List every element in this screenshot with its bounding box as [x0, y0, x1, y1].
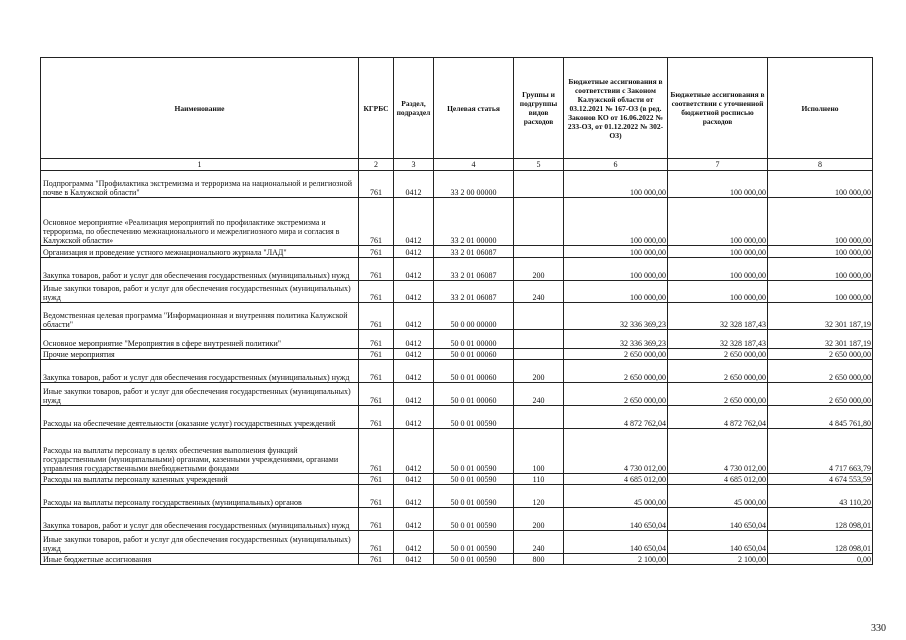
table-row [41, 531, 873, 554]
table-row [41, 303, 873, 330]
table-row [41, 383, 873, 406]
table-row [41, 198, 873, 246]
row-group: 100 [514, 429, 564, 474]
row-name: Расходы на выплаты персоналу в целях обеспечения выполнения функций государственными (муниципальными) органами, казенными учреждениями, органами управления государственными внебюджетными фондами [41, 429, 359, 474]
header-groups: Группы и подгруппы видов расходов [514, 58, 564, 159]
row-refined: 2 100,00 [668, 554, 768, 565]
row-section: 0412 [394, 198, 434, 246]
row-budget: 100 000,00 [564, 281, 668, 303]
table-row [41, 349, 873, 360]
row-section: 0412 [394, 554, 434, 565]
row-target: 50 0 01 00000 [434, 330, 514, 349]
row-group: 110 [514, 474, 564, 485]
row-kgrbs: 761 [359, 429, 394, 474]
row-target: 33 2 01 06087 [434, 258, 514, 281]
row-budget: 2 100,00 [564, 554, 668, 565]
table-row [41, 474, 873, 485]
table-row [41, 554, 873, 565]
table-row [41, 246, 873, 258]
row-kgrbs: 761 [359, 554, 394, 565]
row-refined: 100 000,00 [668, 281, 768, 303]
row-executed: 4 845 761,80 [768, 406, 873, 429]
row-executed: 100 000,00 [768, 198, 873, 246]
row-refined: 45 000,00 [668, 485, 768, 508]
row-name: Прочие мероприятия [41, 349, 359, 360]
header-executed: Исполнено [768, 58, 873, 159]
column-number: 4 [434, 159, 514, 171]
header-section: Раздел, подраздел [394, 58, 434, 159]
row-executed: 128 098,01 [768, 531, 873, 554]
row-target: 33 2 01 00000 [434, 198, 514, 246]
table-row [41, 485, 873, 508]
row-name: Иные закупки товаров, работ и услуг для обеспечения государственных (муниципальных) нужд [41, 383, 359, 406]
row-executed: 100 000,00 [768, 246, 873, 258]
row-kgrbs: 761 [359, 349, 394, 360]
row-executed: 100 000,00 [768, 281, 873, 303]
row-target: 50 0 01 00060 [434, 349, 514, 360]
column-number: 3 [394, 159, 434, 171]
header-target: Целевая статья [434, 58, 514, 159]
row-name: Основное мероприятие "Мероприятия в сфере внутренней политики" [41, 330, 359, 349]
row-budget: 32 336 369,23 [564, 303, 668, 330]
row-refined: 32 328 187,43 [668, 330, 768, 349]
row-section: 0412 [394, 531, 434, 554]
row-executed: 100 000,00 [768, 258, 873, 281]
column-number: 8 [768, 159, 873, 171]
row-name: Закупка товаров, работ и услуг для обеспечения государственных (муниципальных) нужд [41, 258, 359, 281]
row-budget: 2 650 000,00 [564, 349, 668, 360]
row-kgrbs: 761 [359, 406, 394, 429]
row-section: 0412 [394, 383, 434, 406]
row-target: 50 0 01 00590 [434, 531, 514, 554]
row-section: 0412 [394, 171, 434, 198]
table-row [41, 508, 873, 531]
row-group [514, 349, 564, 360]
row-name: Закупка товаров, работ и услуг для обеспечения государственных (муниципальных) нужд [41, 508, 359, 531]
row-budget: 2 650 000,00 [564, 360, 668, 383]
row-refined: 32 328 187,43 [668, 303, 768, 330]
row-budget: 100 000,00 [564, 171, 668, 198]
row-kgrbs: 761 [359, 330, 394, 349]
row-refined: 4 685 012,00 [668, 474, 768, 485]
table-row [41, 330, 873, 349]
header-budget: Бюджетные ассигнования в соответствии с Законом Калужской области от 03.12.2021 № 167-ОЗ (в ред. Законов КО от 16.06.2022 № 233-ОЗ, от 01.12.2022 № 302-ОЗ) [564, 58, 668, 159]
column-number: 2 [359, 159, 394, 171]
row-kgrbs: 761 [359, 383, 394, 406]
row-target: 50 0 01 00590 [434, 508, 514, 531]
row-refined: 100 000,00 [668, 258, 768, 281]
row-target: 33 2 01 06087 [434, 281, 514, 303]
row-budget: 4 685 012,00 [564, 474, 668, 485]
row-refined: 140 650,04 [668, 531, 768, 554]
row-group [514, 198, 564, 246]
row-name: Иные закупки товаров, работ и услуг для обеспечения государственных (муниципальных) нужд [41, 531, 359, 554]
row-budget: 100 000,00 [564, 258, 668, 281]
table-row [41, 281, 873, 303]
table-row [41, 171, 873, 198]
row-section: 0412 [394, 360, 434, 383]
row-section: 0412 [394, 485, 434, 508]
row-section: 0412 [394, 474, 434, 485]
row-group: 240 [514, 531, 564, 554]
row-executed: 128 098,01 [768, 508, 873, 531]
row-section: 0412 [394, 349, 434, 360]
row-kgrbs: 761 [359, 485, 394, 508]
row-refined: 100 000,00 [668, 171, 768, 198]
row-group: 200 [514, 258, 564, 281]
page-number: 330 [871, 623, 886, 634]
row-group [514, 303, 564, 330]
row-executed: 4 674 553,59 [768, 474, 873, 485]
row-refined: 4 730 012,00 [668, 429, 768, 474]
row-name: Организация и проведение устного межнационального журнала "ЛАД" [41, 246, 359, 258]
row-kgrbs: 761 [359, 198, 394, 246]
row-kgrbs: 761 [359, 281, 394, 303]
row-executed: 2 650 000,00 [768, 349, 873, 360]
row-section: 0412 [394, 508, 434, 531]
row-section: 0412 [394, 258, 434, 281]
row-budget: 45 000,00 [564, 485, 668, 508]
row-budget: 2 650 000,00 [564, 383, 668, 406]
row-target: 33 2 00 00000 [434, 171, 514, 198]
column-number-row [41, 159, 873, 171]
row-group [514, 330, 564, 349]
row-name: Расходы на выплаты персоналу казенных учреждений [41, 474, 359, 485]
budget-table [40, 57, 873, 565]
row-refined: 4 872 762,04 [668, 406, 768, 429]
header-name: Наименование [41, 58, 359, 159]
column-number: 5 [514, 159, 564, 171]
row-refined: 2 650 000,00 [668, 360, 768, 383]
row-section: 0412 [394, 281, 434, 303]
row-budget: 100 000,00 [564, 246, 668, 258]
row-group: 240 [514, 383, 564, 406]
row-executed: 100 000,00 [768, 171, 873, 198]
table-row [41, 360, 873, 383]
row-budget: 4 730 012,00 [564, 429, 668, 474]
row-section: 0412 [394, 330, 434, 349]
row-budget: 100 000,00 [564, 198, 668, 246]
column-number: 7 [668, 159, 768, 171]
row-kgrbs: 761 [359, 360, 394, 383]
row-group: 800 [514, 554, 564, 565]
header-kgrbs: КГРБС [359, 58, 394, 159]
row-refined: 2 650 000,00 [668, 349, 768, 360]
row-group: 120 [514, 485, 564, 508]
row-target: 50 0 01 00590 [434, 406, 514, 429]
row-executed: 2 650 000,00 [768, 360, 873, 383]
row-name: Иные бюджетные ассигнования [41, 554, 359, 565]
row-name: Закупка товаров, работ и услуг для обеспечения государственных (муниципальных) нужд [41, 360, 359, 383]
row-target: 50 0 01 00590 [434, 474, 514, 485]
row-refined: 100 000,00 [668, 198, 768, 246]
row-target: 50 0 01 00060 [434, 360, 514, 383]
row-target: 50 0 01 00590 [434, 485, 514, 508]
row-kgrbs: 761 [359, 303, 394, 330]
header-row [41, 58, 873, 159]
row-target: 50 0 00 00000 [434, 303, 514, 330]
row-budget: 32 336 369,23 [564, 330, 668, 349]
row-executed: 0,00 [768, 554, 873, 565]
row-group [514, 406, 564, 429]
row-name: Ведомственная целевая программа "Информационная и внутренняя политика Калужской области" [41, 303, 359, 330]
row-kgrbs: 761 [359, 531, 394, 554]
row-kgrbs: 761 [359, 474, 394, 485]
row-group [514, 171, 564, 198]
column-number: 1 [41, 159, 359, 171]
header-refined: Бюджетные ассигнования в соответствии с уточненной бюджетной росписью расходов [668, 58, 768, 159]
row-name: Расходы на выплаты персоналу государственных (муниципальных) органов [41, 485, 359, 508]
row-executed: 2 650 000,00 [768, 383, 873, 406]
row-kgrbs: 761 [359, 246, 394, 258]
row-name: Иные закупки товаров, работ и услуг для обеспечения государственных (муниципальных) нужд [41, 281, 359, 303]
row-group: 240 [514, 281, 564, 303]
column-number: 6 [564, 159, 668, 171]
row-group: 200 [514, 360, 564, 383]
row-kgrbs: 761 [359, 171, 394, 198]
row-refined: 100 000,00 [668, 246, 768, 258]
row-section: 0412 [394, 246, 434, 258]
row-budget: 140 650,04 [564, 508, 668, 531]
row-executed: 43 110,20 [768, 485, 873, 508]
row-budget: 4 872 762,04 [564, 406, 668, 429]
row-budget: 140 650,04 [564, 531, 668, 554]
row-kgrbs: 761 [359, 258, 394, 281]
row-target: 50 0 01 00590 [434, 554, 514, 565]
row-group [514, 246, 564, 258]
row-section: 0412 [394, 303, 434, 330]
row-target: 50 0 01 00590 [434, 429, 514, 474]
row-section: 0412 [394, 429, 434, 474]
table-row [41, 429, 873, 474]
row-target: 50 0 01 00060 [434, 383, 514, 406]
row-executed: 32 301 187,19 [768, 330, 873, 349]
row-executed: 32 301 187,19 [768, 303, 873, 330]
row-group: 200 [514, 508, 564, 531]
row-name: Расходы на обеспечение деятельности (оказание услуг) государственных учреждений [41, 406, 359, 429]
row-name: Основное мероприятие «Реализация мероприятий по профилактике экстремизма и терроризма, по обеспечению межнационального и межрелигиозного мира и согласия в Калужской области» [41, 198, 359, 246]
row-kgrbs: 761 [359, 508, 394, 531]
table-body [41, 171, 873, 565]
row-executed: 4 717 663,79 [768, 429, 873, 474]
row-refined: 2 650 000,00 [668, 383, 768, 406]
row-refined: 140 650,04 [668, 508, 768, 531]
row-target: 33 2 01 06087 [434, 246, 514, 258]
table-row [41, 258, 873, 281]
table-row [41, 406, 873, 429]
row-name: Подпрограмма "Профилактика экстремизма и терроризма на национальной и религиозной почве в Калужской области" [41, 171, 359, 198]
row-section: 0412 [394, 406, 434, 429]
